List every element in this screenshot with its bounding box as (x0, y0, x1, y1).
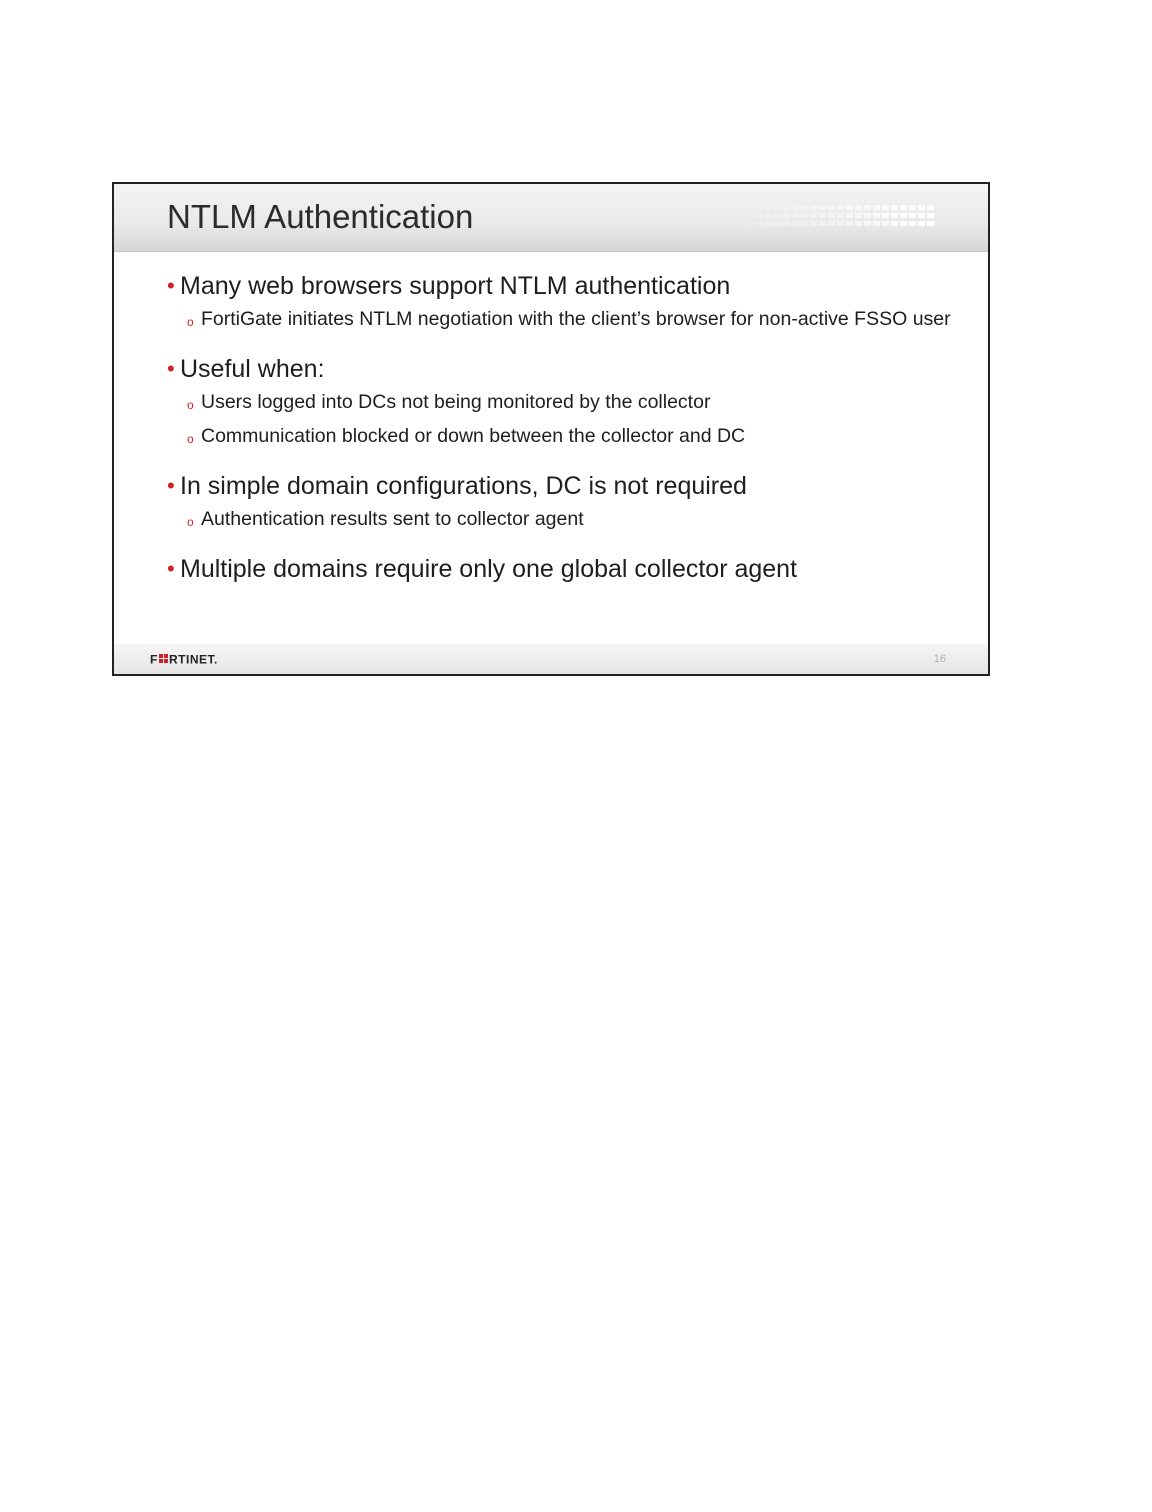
bullet-text: Many web browsers support NTLM authentication (180, 272, 731, 300)
pattern-dot (702, 205, 709, 210)
pattern-dot (891, 213, 898, 218)
fortinet-logo-icon (150, 652, 228, 666)
pattern-dot (810, 205, 817, 210)
sub-bullet-item (167, 505, 948, 534)
pattern-dot (855, 205, 862, 210)
pattern-dot (855, 221, 862, 226)
bullet-text: Multiple domains require only one global collector agent (180, 555, 798, 583)
pattern-dot (702, 221, 709, 226)
pattern-dot (729, 221, 736, 226)
slide-title: NTLM Authentication (167, 198, 474, 235)
pattern-dot (819, 221, 826, 226)
bullet-group (167, 470, 948, 534)
pattern-dot (765, 213, 772, 218)
bullet-dot-icon: • (167, 556, 175, 581)
sub-bullet-text: Users logged into DCs not being monitored by the collector (201, 391, 711, 413)
pattern-dot (666, 221, 673, 226)
pattern-dot (873, 213, 880, 218)
pattern-dot (729, 213, 736, 218)
pattern-dot (684, 221, 691, 226)
pattern-dot (774, 221, 781, 226)
pattern-dot (801, 213, 808, 218)
pattern-dot (720, 213, 727, 218)
hollow-circle-icon: o (187, 398, 194, 412)
sub-bullet-text: FortiGate initiates NTLM negotiation with the client’s browser for non-active FSSO user (201, 308, 951, 330)
pattern-dot (909, 221, 916, 226)
sub-bullet-text: Communication blocked or down between the collector and DC (201, 425, 746, 447)
pattern-dot (666, 213, 673, 218)
pattern-dot (873, 221, 880, 226)
pattern-dot (756, 213, 763, 218)
pattern-dot (873, 205, 880, 210)
pattern-dot (675, 205, 682, 210)
pattern-dot (864, 213, 871, 218)
pattern-dot (891, 205, 898, 210)
pattern-dot (738, 213, 745, 218)
pattern-dot (684, 213, 691, 218)
pattern-dot (918, 221, 925, 226)
slide (112, 182, 990, 676)
fortinet-dot-pattern-icon (648, 204, 968, 230)
title-bar (114, 184, 988, 252)
pattern-dot (747, 221, 754, 226)
footer-bar (114, 644, 988, 674)
pattern-dot (927, 213, 934, 218)
pattern-dot (792, 213, 799, 218)
pattern-dot (648, 213, 655, 218)
pattern-dot (783, 205, 790, 210)
bullet-text: Useful when: (180, 355, 325, 383)
pattern-dot (720, 221, 727, 226)
pattern-dot (648, 205, 655, 210)
pattern-dot (855, 213, 862, 218)
pattern-dot (666, 205, 673, 210)
pattern-dot (711, 221, 718, 226)
pattern-dot (918, 213, 925, 218)
bullet-text: In simple domain configurations, DC is not required (180, 472, 747, 500)
pattern-dot (828, 213, 835, 218)
bullet-group (167, 353, 948, 451)
pattern-dot (837, 221, 844, 226)
pattern-dot (765, 205, 772, 210)
pattern-dot (792, 205, 799, 210)
hollow-circle-icon: o (187, 315, 194, 329)
pattern-dot (765, 221, 772, 226)
pattern-dot (657, 205, 664, 210)
bullet-group (167, 270, 951, 334)
pattern-dot (783, 213, 790, 218)
slide-content (167, 266, 951, 585)
pattern-dot (756, 205, 763, 210)
bullet-item (167, 353, 948, 385)
pattern-dot (657, 213, 664, 218)
pattern-dot (738, 221, 745, 226)
pattern-dot (864, 205, 871, 210)
pattern-dot (729, 205, 736, 210)
pattern-dot (846, 205, 853, 210)
pattern-dot (846, 221, 853, 226)
svg-text:F: F (150, 652, 158, 666)
pattern-dot (837, 213, 844, 218)
pattern-dot (693, 221, 700, 226)
pattern-dot (810, 221, 817, 226)
pattern-dot (927, 221, 934, 226)
pattern-dot (657, 221, 664, 226)
pattern-dot (684, 205, 691, 210)
pattern-dot (882, 221, 889, 226)
sub-bullet-item (167, 305, 961, 334)
pattern-dot (747, 213, 754, 218)
pattern-dot (774, 213, 781, 218)
pattern-dot (900, 221, 907, 226)
pattern-dot (864, 221, 871, 226)
bullet-group (167, 553, 948, 585)
pattern-dot (711, 213, 718, 218)
pattern-dot (882, 213, 889, 218)
pattern-dot (909, 205, 916, 210)
pattern-dot (783, 221, 790, 226)
pattern-dot (900, 213, 907, 218)
svg-text:RTINET.: RTINET. (169, 652, 218, 666)
hollow-circle-icon: o (187, 432, 194, 446)
pattern-dot (891, 221, 898, 226)
pattern-dot (819, 213, 826, 218)
sub-bullet-text: Authentication results sent to collector agent (201, 508, 584, 530)
pattern-dot (702, 213, 709, 218)
pattern-dot (828, 205, 835, 210)
pattern-dot (801, 205, 808, 210)
pattern-dot (675, 213, 682, 218)
pattern-dot (756, 221, 763, 226)
hollow-circle-icon: o (187, 515, 194, 529)
pattern-dot (819, 205, 826, 210)
pattern-dot (837, 205, 844, 210)
sub-bullet-item (167, 422, 948, 451)
pattern-dot (828, 221, 835, 226)
bullet-dot-icon: • (167, 473, 175, 498)
bullet-item (167, 470, 948, 502)
pattern-dot (711, 205, 718, 210)
pattern-dot (801, 221, 808, 226)
bullet-item (167, 553, 948, 585)
pattern-dot (792, 221, 799, 226)
pattern-dot (693, 205, 700, 210)
pattern-dot (810, 213, 817, 218)
pattern-dot (846, 213, 853, 218)
pattern-dot (927, 205, 934, 210)
pattern-dot (648, 221, 655, 226)
pattern-dot (675, 221, 682, 226)
bullet-item (167, 270, 948, 302)
pattern-dot (909, 213, 916, 218)
pattern-dot (882, 205, 889, 210)
pattern-dot (774, 205, 781, 210)
page-number: 16 (933, 653, 946, 665)
pattern-dot (720, 205, 727, 210)
bullet-dot-icon: • (167, 356, 175, 381)
pattern-dot (918, 205, 925, 210)
pattern-dot (693, 213, 700, 218)
sub-bullet-item (167, 388, 948, 417)
pattern-dot (738, 205, 745, 210)
pattern-dot (900, 205, 907, 210)
pattern-dot (747, 205, 754, 210)
bullet-dot-icon: • (167, 273, 175, 298)
